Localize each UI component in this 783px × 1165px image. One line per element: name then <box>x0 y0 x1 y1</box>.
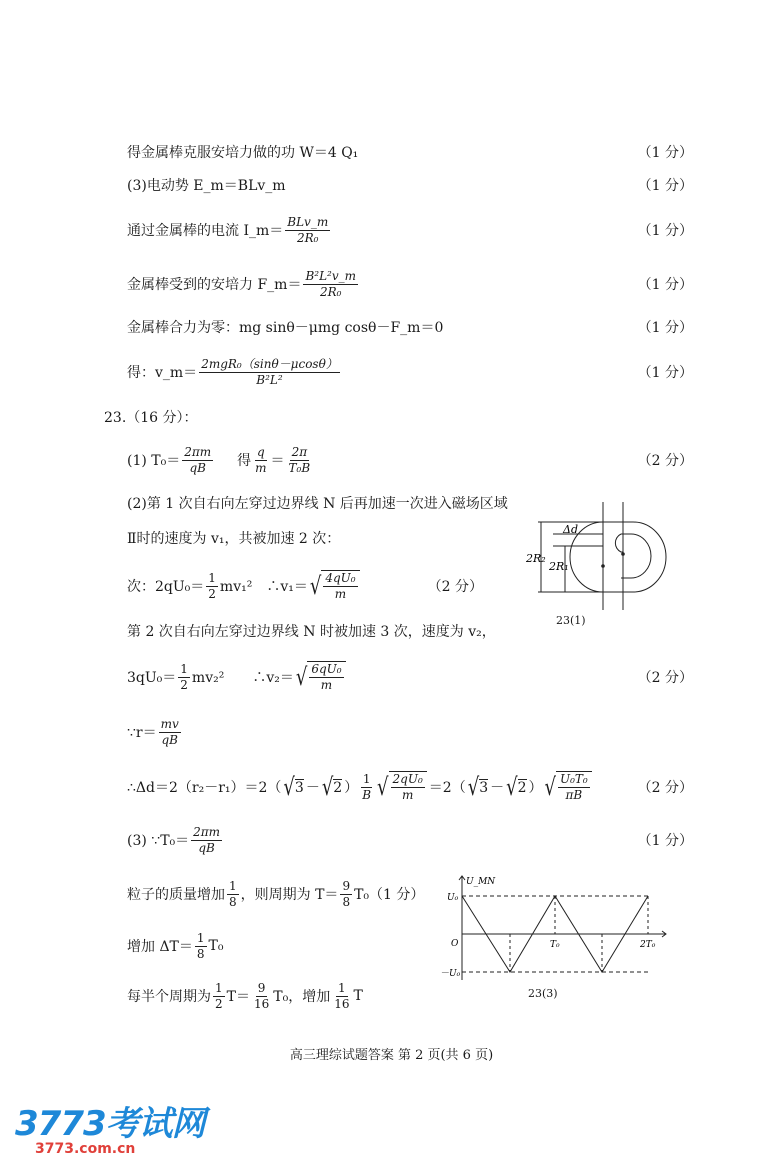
text: 得：v_m＝ <box>127 365 198 381</box>
numerator: 2mgR₀（sinθ－μcosθ） <box>201 356 338 371</box>
label-dd: Δd <box>563 523 578 536</box>
denominator: 2 <box>180 677 188 692</box>
fraction <box>323 571 357 602</box>
text: 得金属棒克服安培力做的功 W＝4 Q₁ <box>127 145 359 161</box>
answer-line-13 <box>127 657 693 697</box>
answer-line-6 <box>127 352 693 392</box>
t2-label: 2T₀ <box>640 940 656 950</box>
score: （1 分） <box>637 365 693 381</box>
fraction <box>206 571 218 602</box>
fraction <box>285 215 330 246</box>
text: － <box>305 780 320 796</box>
numerator: 2πm <box>193 824 221 839</box>
text: ＝ <box>270 453 285 469</box>
radicand: 2 <box>333 779 343 796</box>
fraction <box>253 445 268 476</box>
numerator: 1 <box>196 930 205 945</box>
score: （2 分） <box>427 579 483 595</box>
fraction <box>182 445 213 476</box>
score: （1 分） <box>637 277 693 293</box>
denominator: 16 <box>253 996 270 1011</box>
page-footer: 高三理综试题答案 第 2 页(共 6 页) <box>289 1048 494 1063</box>
numerator: 2π <box>291 444 308 459</box>
sqrt: √ $\frac{\text{U₀T₀}}{\pi B}$ <box>545 771 592 803</box>
sqrt: √ $\frac{\text{2qU₀}}{m}$ <box>377 771 427 803</box>
sqrt: √ 2 <box>321 772 343 802</box>
text: mv₂² ∴v₂＝ <box>191 670 294 686</box>
answer-line-3 <box>127 210 693 250</box>
denominator: m <box>334 587 347 601</box>
text: ，则周期为 T＝ <box>240 887 339 903</box>
numerator: 1 <box>180 661 188 676</box>
denominator: 2R₀ <box>297 230 319 245</box>
fraction <box>340 879 352 910</box>
denominator: B²L² <box>256 372 283 387</box>
fraction <box>309 662 343 693</box>
sqrt: √ 3 <box>283 772 304 802</box>
denominator: 8 <box>342 894 351 909</box>
text: T₀ <box>208 938 224 954</box>
text: ） <box>344 780 359 796</box>
denominator: qB <box>189 460 206 475</box>
fraction <box>195 931 207 962</box>
fraction <box>159 717 181 748</box>
answer-line-18 <box>127 926 423 966</box>
fraction <box>287 445 313 476</box>
text: 增加 ΔT＝ <box>127 939 193 955</box>
denominator: m <box>401 788 414 802</box>
text: 次：2qU₀＝ <box>127 579 205 595</box>
text: 通过金属棒的电流 I_m＝ <box>127 223 284 239</box>
denominator: 2 <box>208 586 216 601</box>
text: Ⅱ时的速度为 v₁，共被加速 2 次： <box>127 531 341 547</box>
fraction <box>303 269 358 300</box>
answer-line-15 <box>127 767 693 807</box>
figure-caption-1: 23(1) <box>556 614 586 627</box>
denominator: 2R₀ <box>320 284 342 299</box>
numerator: BLv_m <box>287 214 329 229</box>
u0-label: U₀ <box>447 893 459 903</box>
text: (2)第 1 次自右向左穿过边界线 N 后再加速一次进入磁场区域 <box>127 496 508 512</box>
sqrt: √ $\frac{\text{4qU₀}}{m}$ <box>310 570 360 602</box>
numerator: 9 <box>342 878 351 893</box>
denominator: qB <box>198 840 215 855</box>
figure-voltage-graph <box>440 872 670 984</box>
text: 粒子的质量增加 <box>127 887 225 903</box>
denominator: B <box>362 787 372 802</box>
text: ∵r＝ <box>127 725 157 741</box>
numerator: 2qU₀ <box>392 772 423 786</box>
figure-caption-3: 23(3) <box>528 987 558 1000</box>
score: （1 分） <box>637 833 693 849</box>
fraction <box>191 825 222 856</box>
radicand: 3 <box>294 779 304 796</box>
fraction <box>332 981 351 1012</box>
denominator: πB <box>565 788 583 802</box>
text: T <box>353 988 363 1004</box>
radicand: 2 <box>517 779 527 796</box>
fraction <box>199 357 340 388</box>
logo-main: 3773考试网 <box>15 1104 205 1144</box>
numerator: mv <box>160 716 179 731</box>
denominator: 16 <box>334 996 350 1011</box>
denominator: T₀B <box>288 460 311 475</box>
score: （1 分） <box>637 320 693 336</box>
fraction <box>227 879 239 910</box>
text: 23.（16 分）： <box>104 410 198 426</box>
denominator: qB <box>161 732 178 747</box>
text: 得 <box>237 453 252 469</box>
text: T₀（1 分） <box>354 887 425 903</box>
answer-line-11 <box>127 566 483 606</box>
denominator: m <box>320 678 333 692</box>
numerator: U₀T₀ <box>560 772 588 786</box>
answer-line-19 <box>127 976 423 1016</box>
text: T₀，增加 <box>273 989 331 1005</box>
site-logo[interactable] <box>15 1096 205 1157</box>
t0-label: T₀ <box>550 940 560 950</box>
text: T＝ <box>226 989 250 1005</box>
numerator: 1 <box>215 980 223 995</box>
fraction <box>391 772 425 803</box>
text: ） <box>528 780 543 796</box>
denominator: m <box>255 460 267 475</box>
numerator: q <box>256 444 265 459</box>
text: 每半个周期为 <box>127 989 211 1005</box>
sqrt: √ $\frac{\text{6qU₀}}{m}$ <box>296 661 346 693</box>
score: （2 分） <box>637 670 693 686</box>
numerator: 4qU₀ <box>325 571 356 585</box>
answer-line-17 <box>127 874 423 914</box>
text: 第 2 次自右向左穿过边界线 N 时被加速 3 次，速度为 v₂， <box>127 624 496 640</box>
text: ∴Δd＝2（r₂－r₁）＝2（ <box>127 780 282 796</box>
sqrt: √ 3 <box>467 772 489 802</box>
numerator: 2πm <box>184 444 212 459</box>
fraction <box>558 772 590 803</box>
numerator: 1 <box>362 771 371 786</box>
text: (1) T₀＝ <box>127 453 181 469</box>
text: ＝2（ <box>428 780 466 796</box>
logo-url: 3773.com.cn <box>35 1141 136 1157</box>
label-2r2: 2R₂ <box>526 552 546 565</box>
question-header <box>104 397 693 437</box>
fraction <box>252 981 271 1012</box>
numerator: 1 <box>208 570 216 585</box>
score: （1 分） <box>637 223 693 239</box>
text: mv₁² ∴v₁＝ <box>219 579 308 595</box>
score: （1 分） <box>637 145 693 161</box>
answer-line-8 <box>127 440 693 480</box>
answer-line-4 <box>127 264 693 304</box>
text: 3qU₀＝ <box>127 670 177 686</box>
text: (3)电动势 E_m＝BLv_m <box>127 178 286 194</box>
neg-u0-label: －U₀ <box>440 969 461 979</box>
label-2r1: 2R₁ <box>549 560 569 573</box>
fraction <box>360 772 373 803</box>
text: － <box>490 780 505 796</box>
text: (3) ∵T₀＝ <box>127 833 190 849</box>
answer-line-5 <box>127 307 693 347</box>
denominator: 2 <box>215 996 223 1011</box>
radicand: 3 <box>479 779 489 796</box>
numerator: 6qU₀ <box>311 662 342 676</box>
numerator: 1 <box>229 878 237 893</box>
numerator: B²L²v_m <box>305 268 357 283</box>
fraction <box>178 662 190 693</box>
origin-label: O <box>451 939 459 949</box>
answer-line-14 <box>127 712 693 752</box>
answer-line-16 <box>127 820 693 860</box>
score: （2 分） <box>637 780 693 796</box>
text: 金属棒受到的安培力 F_m＝ <box>127 277 302 293</box>
answer-line-2 <box>127 165 693 205</box>
sqrt: √ 2 <box>506 772 527 802</box>
score: （2 分） <box>637 453 693 469</box>
numerator: 1 <box>338 980 346 995</box>
numerator: 9 <box>257 980 266 995</box>
score: （1 分） <box>637 178 693 194</box>
text: 金属棒合力为零：mg sinθ－μmg cosθ－F_m＝0 <box>127 320 444 336</box>
figure-trajectory <box>523 500 668 630</box>
denominator: 8 <box>196 946 205 961</box>
fraction <box>213 981 225 1012</box>
y-axis-label: U_MN <box>466 877 496 887</box>
denominator: 8 <box>229 894 237 909</box>
